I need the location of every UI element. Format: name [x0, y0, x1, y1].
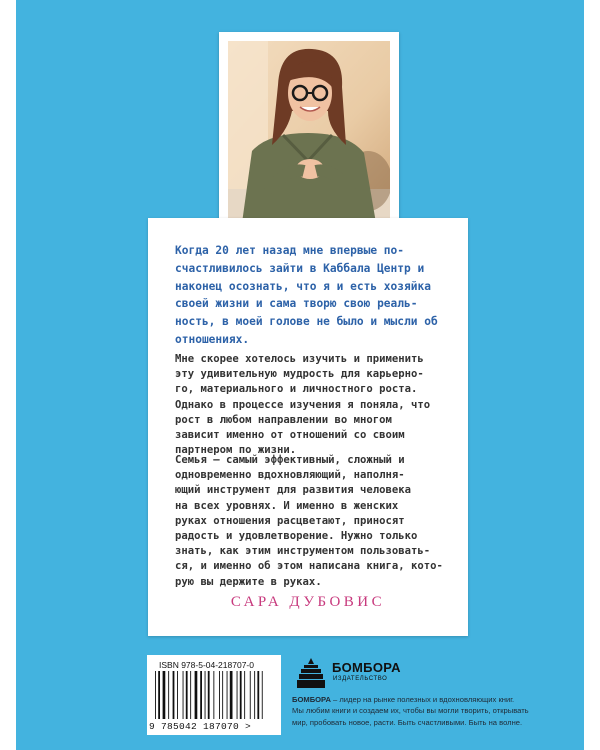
text-line: го, материального и личностного роста.	[175, 383, 418, 396]
text-line: Когда 20 лет назад мне впервые по-	[175, 244, 405, 257]
annotation-panel	[148, 218, 468, 636]
text-line: рую вы держите в руках.	[175, 575, 322, 588]
publisher-line-tail: – лидер на рынке полезных и вдохновляющих книг.	[330, 695, 515, 704]
text-line: на всех уровнях. И именно в женских	[175, 499, 399, 512]
text-line: одновременно вдохновляющий, наполня-	[175, 469, 405, 482]
author-photo-frame	[219, 32, 399, 232]
barcode-label	[147, 655, 281, 735]
author-photo	[228, 41, 390, 223]
author-name: САРА ДУБОВИС	[230, 594, 386, 610]
text-line: Мы любим книги и создаем их, чтобы вы могли творить, открывать	[292, 706, 529, 716]
text-line: мир, пробовать новое, расти. Быть счастливыми. Быть на волне.	[292, 717, 523, 727]
text-line	[292, 694, 592, 705]
publisher-description	[292, 694, 592, 728]
text-line: наконец осознать, что я и есть хозяйка	[175, 279, 431, 293]
text-line: рост в любом направлении во многом	[175, 413, 392, 426]
text-line: эту удивительную мудрость для карьерно-	[175, 368, 424, 381]
book-back-cover	[16, 0, 584, 750]
text-line: партнером по жизни.	[175, 444, 297, 457]
publisher-logo-icon	[294, 656, 328, 690]
text-line: руках отношения расцветают, приносят	[175, 514, 405, 527]
text-line: отношениях.	[175, 332, 250, 346]
text-line: своей жизни и сама творю свою реаль-	[175, 297, 418, 311]
publisher-subtitle: ИЗДАТЕЛЬСТВО	[333, 676, 388, 682]
text-line: радость и удовлетворение. Нужно только	[175, 530, 418, 543]
text-line: Семья – самый эффективный, сложный и	[175, 454, 405, 466]
body-paragraph-2	[175, 453, 443, 590]
publisher-lead: БОМБОРА	[292, 695, 331, 704]
text-line: знать, как этим инструментом пользовать-	[175, 545, 431, 558]
text-line: счастливилось зайти в Каббала Центр и	[175, 261, 425, 275]
text-line: Мне скорее хотелось изучить и применить	[175, 353, 424, 365]
text-line: Однако в процессе изучения я поняла, что	[175, 398, 431, 411]
text-line: ность, в моей голове не было и мысли об	[175, 315, 438, 329]
text-line: зависит именно от отношений со своим	[175, 429, 405, 442]
body-paragraph-1	[175, 352, 443, 458]
text-line: ющий инструмент для развития человека	[175, 484, 411, 497]
barcode-number: 9 785042 187070 >	[149, 721, 252, 732]
intro-paragraph	[175, 242, 443, 349]
publisher-logo	[294, 656, 414, 692]
publisher-name: БОМБОРА	[332, 660, 401, 675]
isbn-text: ISBN 978-5-04-218707-0	[159, 660, 254, 670]
text-line: ся, и именно об этом написана книга, кото-	[175, 560, 443, 573]
